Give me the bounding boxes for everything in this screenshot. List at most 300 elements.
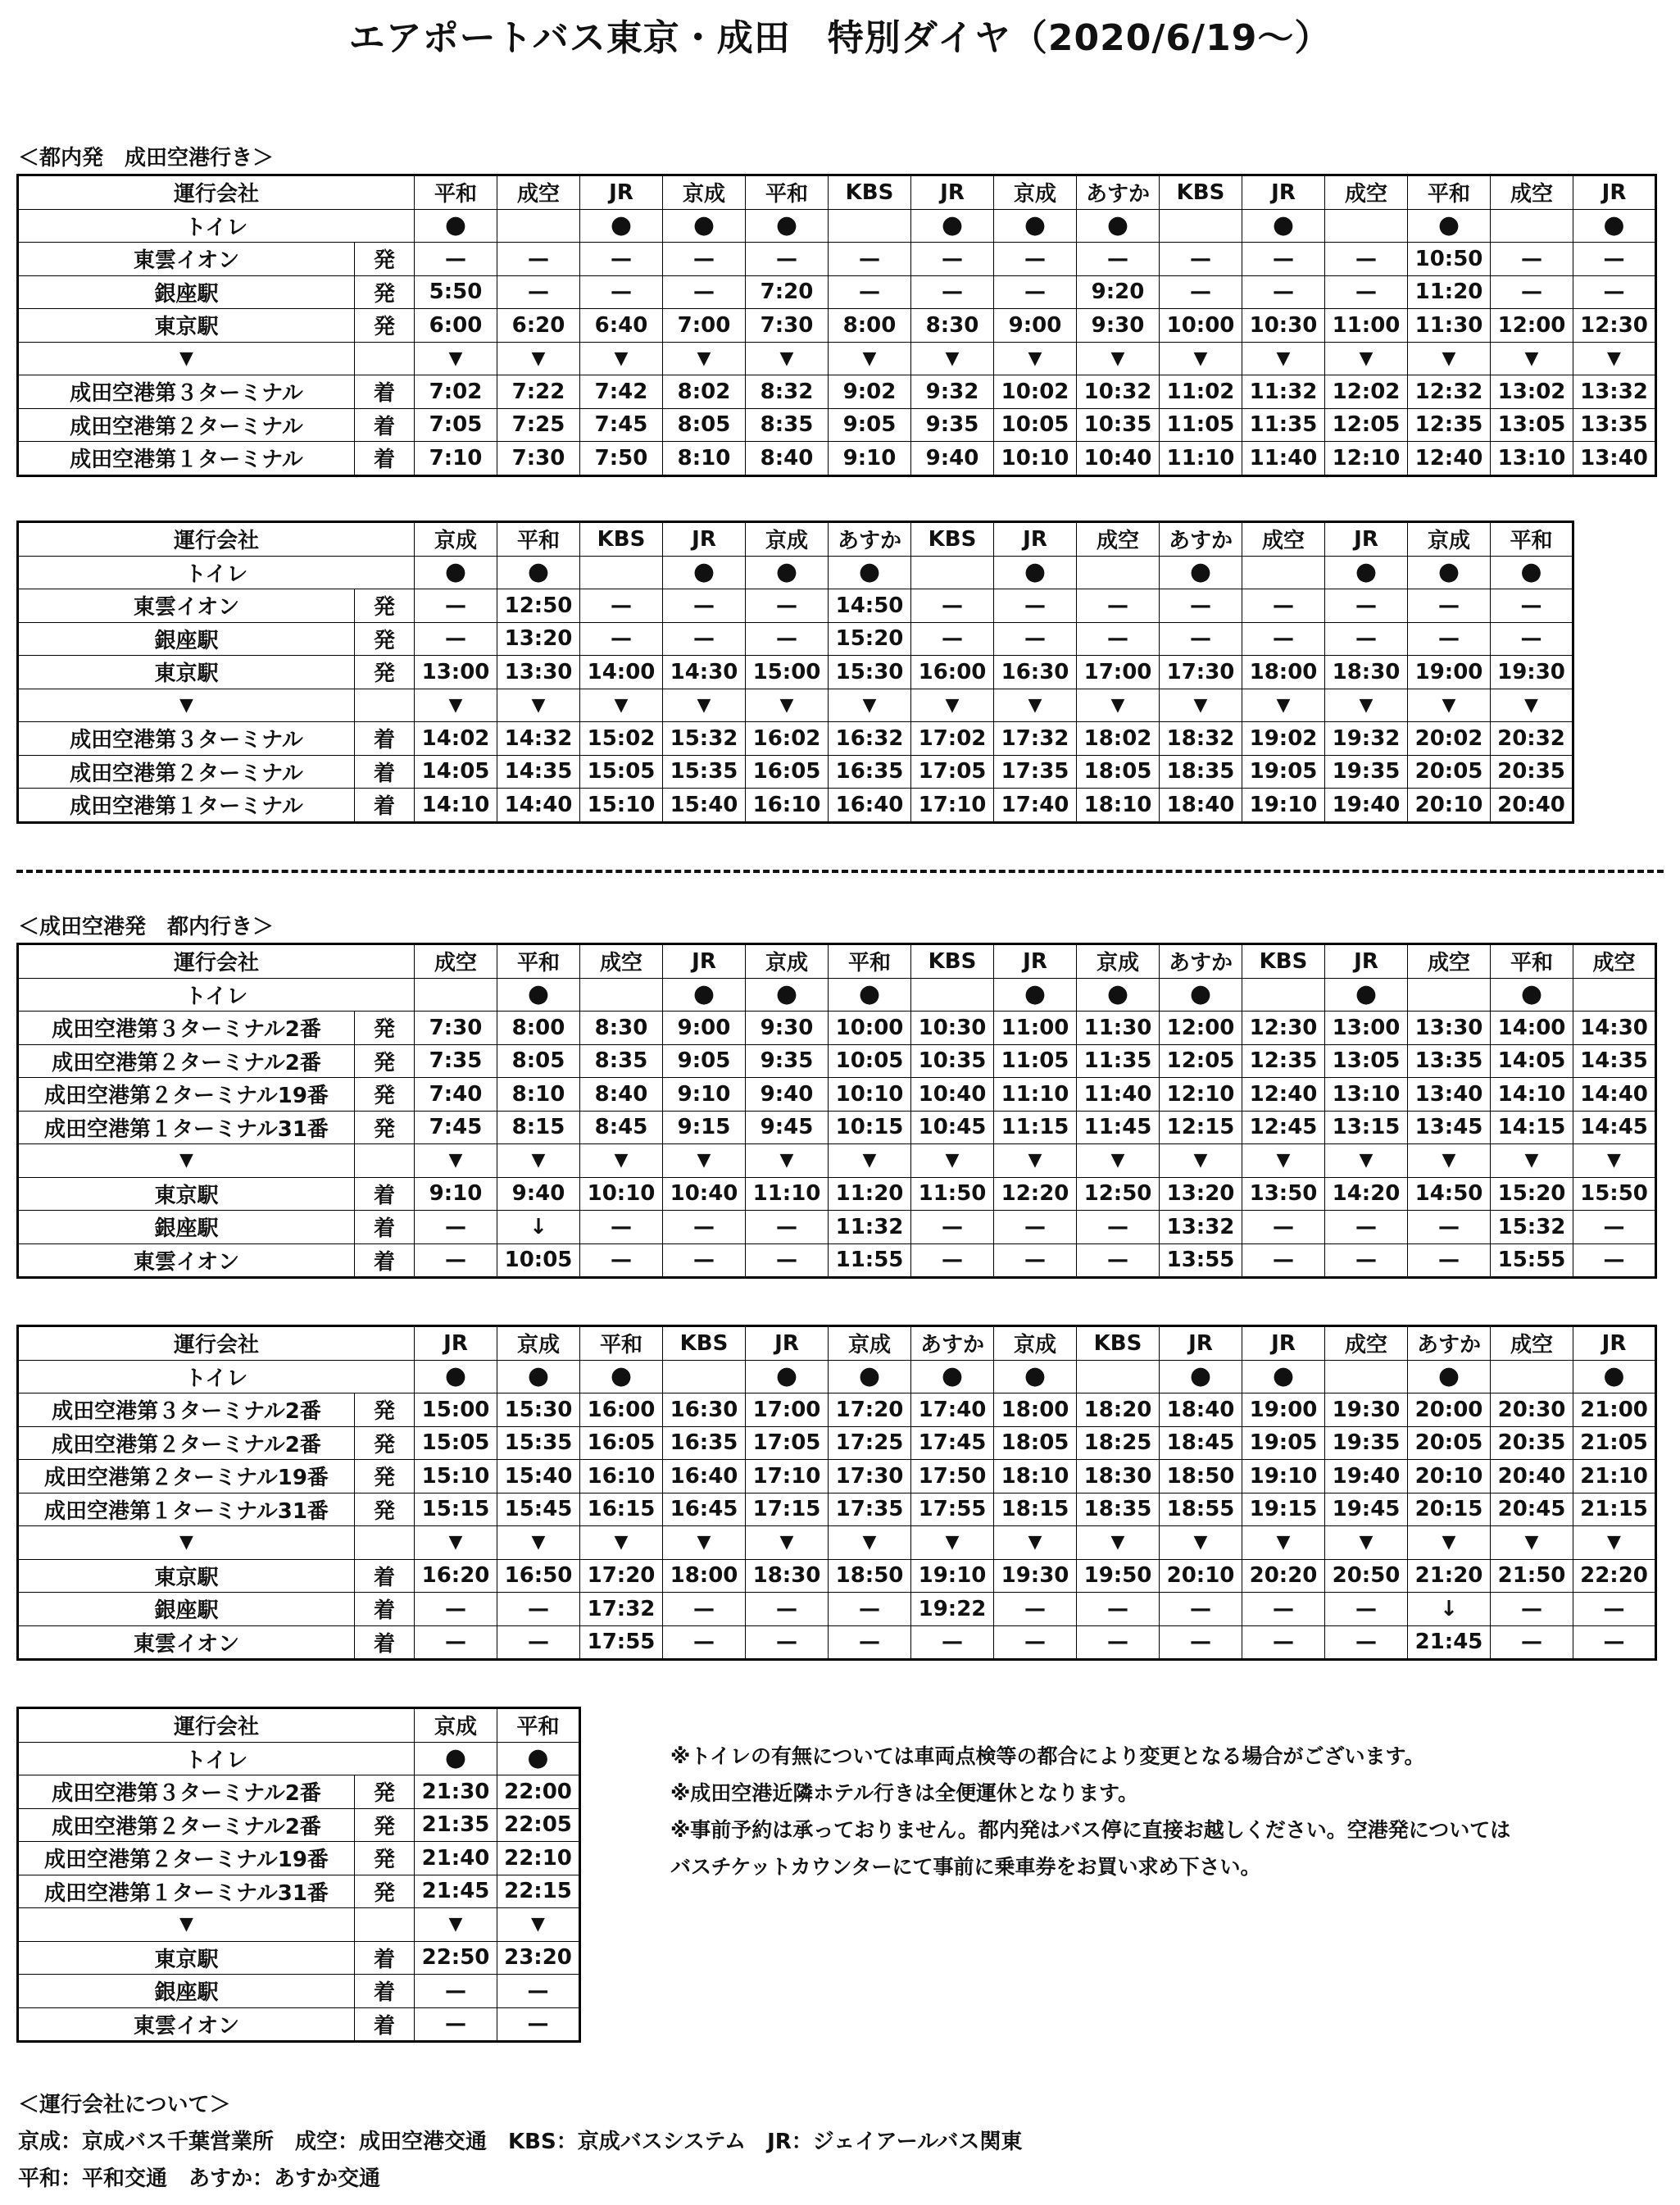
time-cell: 10:50 [1408, 243, 1491, 276]
time-cell: 12:35 [1242, 1044, 1325, 1078]
time-cell: 18:30 [1325, 656, 1408, 689]
time-cell: — [1325, 243, 1408, 276]
down-arrow-icon: ▼ [497, 342, 580, 375]
arrow-row [18, 1144, 1656, 1178]
time-cell: 14:00 [1491, 1012, 1573, 1045]
stop-mark: 発 [355, 1493, 415, 1526]
time-cell: 13:20 [497, 622, 580, 656]
operators-line: 平和：平和交通 あすか：あすか交通 [18, 2166, 381, 2191]
stop-name: 東雲イオン [18, 2007, 355, 2042]
down-arrow-icon: ▼ [580, 1144, 663, 1178]
time-cell: 10:02 [994, 375, 1077, 409]
down-arrow-icon: ▼ [663, 342, 746, 375]
down-arrow-icon: ▼ [1325, 689, 1408, 722]
operator-cell: KBS [1077, 1326, 1160, 1361]
time-cell: — [1491, 622, 1573, 656]
operator-cell: 平和 [1491, 522, 1573, 557]
timetable-inbound-3 [16, 1707, 581, 2043]
time-cell: 17:20 [829, 1393, 911, 1427]
time-cell: — [911, 1211, 994, 1244]
time-cell: 19:02 [1242, 722, 1325, 756]
time-cell: 14:10 [415, 789, 497, 823]
time-cell: 19:45 [1325, 1493, 1408, 1526]
time-cell: 21:00 [1573, 1393, 1656, 1427]
down-arrow-icon: ▼ [1491, 342, 1573, 375]
time-cell: — [663, 275, 746, 309]
stop-row [18, 1012, 1656, 1045]
operator-cell: あすか [1077, 175, 1160, 210]
stop-mark: 発 [355, 622, 415, 656]
time-cell: 14:50 [829, 589, 911, 623]
stop-row [18, 1044, 1656, 1078]
toilet-dot-icon: ● [1408, 209, 1491, 243]
time-cell: 21:45 [1408, 1625, 1491, 1660]
stop-row [18, 1078, 1656, 1112]
time-cell: 19:50 [1077, 1559, 1160, 1593]
stop-name: 成田空港第２ターミナル19番 [18, 1460, 355, 1493]
stop-row [18, 1593, 1656, 1626]
time-cell: 9:32 [911, 375, 994, 409]
operator-cell: KBS [829, 175, 911, 210]
time-cell: 15:05 [580, 755, 663, 789]
toilet-dot-icon: ● [415, 556, 497, 589]
time-cell: 10:30 [911, 1012, 994, 1045]
toilet-dot-icon: ● [663, 209, 746, 243]
stop-mark: 発 [355, 1875, 415, 1908]
time-cell: 11:05 [994, 1044, 1077, 1078]
operator-cell: KBS [911, 522, 994, 557]
stop-mark: 着 [355, 1975, 415, 2008]
time-cell: — [994, 243, 1077, 276]
down-arrow-icon: ▼ [18, 1526, 355, 1560]
operator-cell: JR [746, 1326, 829, 1361]
stop-row [18, 1625, 1656, 1660]
time-cell: — [415, 243, 497, 276]
stop-row [18, 656, 1573, 689]
time-cell: 20:32 [1491, 722, 1573, 756]
toilet-empty [1077, 556, 1160, 589]
time-cell: 18:20 [1077, 1393, 1160, 1427]
down-arrow-icon: ▼ [829, 689, 911, 722]
time-cell: — [911, 275, 994, 309]
operator-cell: JR [994, 944, 1077, 979]
time-cell: — [1242, 1625, 1325, 1660]
time-cell: 14:30 [663, 656, 746, 689]
operator-row [18, 175, 1656, 210]
operator-cell: KBS [911, 944, 994, 979]
time-cell: 16:30 [994, 656, 1077, 689]
operator-cell: 平和 [497, 944, 580, 979]
time-cell: — [1491, 1625, 1573, 1660]
time-cell: 17:25 [829, 1426, 911, 1460]
operator-cell: JR [663, 944, 746, 979]
stop-name: 成田空港第３ターミナル [18, 375, 355, 409]
time-cell: 15:45 [497, 1493, 580, 1526]
stop-mark: 着 [355, 1625, 415, 1660]
arrow-row [18, 342, 1656, 375]
time-cell: 9:10 [415, 1177, 497, 1211]
stop-name: 成田空港第３ターミナル2番 [18, 1775, 355, 1809]
time-cell: 11:30 [1408, 309, 1491, 343]
time-cell: 20:15 [1408, 1493, 1491, 1526]
time-cell: 18:02 [1077, 722, 1160, 756]
time-cell: 9:10 [663, 1078, 746, 1112]
timetable-outbound-2 [16, 521, 1574, 824]
time-cell: 8:30 [911, 309, 994, 343]
operator-cell: 京成 [497, 1326, 580, 1361]
time-cell: 12:40 [1408, 442, 1491, 476]
toilet-dot-icon: ● [746, 978, 829, 1012]
time-cell: 11:00 [994, 1012, 1077, 1045]
stop-mark: 発 [355, 1460, 415, 1493]
time-cell: 15:02 [580, 722, 663, 756]
operator-cell: 成空 [1408, 944, 1491, 979]
time-cell: 20:40 [1491, 1460, 1573, 1493]
stop-row [18, 1775, 580, 1809]
stop-name: 成田空港第２ターミナル [18, 408, 355, 442]
down-arrow-icon: ▼ [580, 689, 663, 722]
down-arrow-icon: ▼ [1408, 689, 1491, 722]
time-cell: — [415, 1593, 497, 1626]
time-cell: 8:02 [663, 375, 746, 409]
time-cell: — [663, 1211, 746, 1244]
toilet-empty [1325, 209, 1408, 243]
time-cell: — [994, 1243, 1077, 1278]
toilet-dot-icon: ● [994, 1360, 1077, 1393]
toilet-dot-icon: ● [994, 209, 1077, 243]
time-cell: 7:05 [415, 408, 497, 442]
down-arrow-icon: ▼ [18, 342, 355, 375]
operator-cell: 京成 [415, 522, 497, 557]
time-cell: 14:40 [1573, 1078, 1656, 1112]
timetable-inbound-2 [16, 1325, 1657, 1661]
operator-cell: JR [1325, 944, 1408, 979]
down-arrow-icon: ▼ [994, 1526, 1077, 1560]
down-arrow-icon: ▼ [497, 1144, 580, 1178]
toilet-dot-icon: ● [746, 556, 829, 589]
time-cell: 8:05 [497, 1044, 580, 1078]
time-cell: 9:20 [1077, 275, 1160, 309]
time-cell: 18:10 [1077, 789, 1160, 823]
stop-mark: 着 [355, 1559, 415, 1593]
operator-cell: 平和 [497, 1708, 580, 1743]
stop-row [18, 1808, 580, 1842]
time-cell: 21:05 [1573, 1426, 1656, 1460]
down-arrow-icon: ▼ [746, 1526, 829, 1560]
operator-row [18, 522, 1573, 557]
time-cell: 12:10 [1160, 1078, 1242, 1112]
time-cell: — [994, 1593, 1077, 1626]
toilet-dot-icon: ● [829, 1360, 911, 1393]
toilet-header: トイレ [18, 1360, 415, 1393]
stop-row [18, 722, 1573, 756]
time-cell: 7:50 [580, 442, 663, 476]
down-arrow-icon: ▼ [1077, 1526, 1160, 1560]
toilet-dot-icon: ● [1325, 556, 1408, 589]
toilet-dot-icon: ● [1491, 556, 1573, 589]
time-cell: — [1077, 243, 1160, 276]
time-cell: — [1325, 1593, 1408, 1626]
arrow-blank [355, 342, 415, 375]
stop-name: 成田空港第１ターミナル [18, 442, 355, 476]
toilet-dot-icon: ● [1160, 556, 1242, 589]
section-divider [16, 870, 1664, 873]
stop-name: 成田空港第１ターミナル31番 [18, 1111, 355, 1144]
time-cell: 12:40 [1242, 1078, 1325, 1112]
time-cell: 13:15 [1325, 1111, 1408, 1144]
time-cell: — [1160, 622, 1242, 656]
down-arrow-icon: ▼ [829, 342, 911, 375]
toilet-empty [580, 978, 663, 1012]
time-cell: 7:42 [580, 375, 663, 409]
operator-row [18, 1326, 1656, 1361]
time-cell: 17:55 [580, 1625, 663, 1660]
time-cell: 17:05 [746, 1426, 829, 1460]
time-cell: 19:22 [911, 1593, 994, 1626]
time-cell: 7:00 [663, 309, 746, 343]
stop-row [18, 1460, 1656, 1493]
down-arrow-icon: ▼ [994, 1144, 1077, 1178]
arrow-row [18, 1908, 580, 1942]
stop-row [18, 1243, 1656, 1278]
time-cell: 7:22 [497, 375, 580, 409]
toilet-dot-icon: ● [663, 556, 746, 589]
time-cell: — [1242, 589, 1325, 623]
operators-heading: ＜運行会社について＞ [18, 2093, 231, 2117]
time-cell: 10:32 [1077, 375, 1160, 409]
time-cell: 13:30 [1408, 1012, 1491, 1045]
time-cell: 15:32 [663, 722, 746, 756]
time-cell: 15:50 [1573, 1177, 1656, 1211]
time-cell: — [1491, 275, 1573, 309]
stop-mark: 発 [355, 1775, 415, 1809]
time-cell: 14:05 [1491, 1044, 1573, 1078]
time-cell: 13:55 [1160, 1243, 1242, 1278]
time-cell: 7:40 [415, 1078, 497, 1112]
stop-row [18, 1842, 580, 1875]
time-cell: 10:40 [911, 1078, 994, 1112]
time-cell: 9:15 [663, 1111, 746, 1144]
time-cell: 15:20 [829, 622, 911, 656]
time-cell: 13:05 [1491, 408, 1573, 442]
operator-header: 運行会社 [18, 944, 415, 979]
toilet-dot-icon: ● [663, 978, 746, 1012]
toilet-dot-icon: ● [829, 978, 911, 1012]
time-cell: — [415, 1625, 497, 1660]
time-cell: 7:30 [497, 442, 580, 476]
time-cell: 17:32 [580, 1593, 663, 1626]
down-arrow-icon: ▼ [663, 1526, 746, 1560]
stop-name: 銀座駅 [18, 1211, 355, 1244]
operator-cell: JR [415, 1326, 497, 1361]
time-cell: 19:05 [1242, 1426, 1325, 1460]
time-cell: 18:32 [1160, 722, 1242, 756]
time-cell: — [746, 589, 829, 623]
time-cell: 10:05 [497, 1243, 580, 1278]
stop-row [18, 1111, 1656, 1144]
toilet-dot-icon: ● [911, 1360, 994, 1393]
toilet-dot-icon: ● [746, 1360, 829, 1393]
stop-name: 成田空港第１ターミナル31番 [18, 1493, 355, 1526]
toilet-empty [1242, 978, 1325, 1012]
stop-row [18, 1393, 1656, 1427]
stop-name: 東雲イオン [18, 1243, 355, 1278]
toilet-header: トイレ [18, 978, 415, 1012]
time-cell: 7:25 [497, 408, 580, 442]
down-arrow-icon: ▼ [1408, 1526, 1491, 1560]
time-cell: 8:30 [580, 1012, 663, 1045]
time-cell: 17:55 [911, 1493, 994, 1526]
time-cell: 18:55 [1160, 1493, 1242, 1526]
stop-mark: 着 [355, 1177, 415, 1211]
time-cell: 16:10 [746, 789, 829, 823]
operator-cell: 成空 [497, 175, 580, 210]
down-arrow-icon: ▼ [497, 1526, 580, 1560]
toilet-row [18, 1360, 1656, 1393]
operator-cell: 京成 [746, 522, 829, 557]
time-cell: 9:45 [746, 1111, 829, 1144]
operator-cell: あすか [1408, 1326, 1491, 1361]
time-cell: 15:32 [1491, 1211, 1573, 1244]
toilet-dot-icon: ● [1325, 978, 1408, 1012]
time-cell: 11:10 [1160, 442, 1242, 476]
time-cell: — [580, 1211, 663, 1244]
operator-cell: KBS [1242, 944, 1325, 979]
down-arrow-icon: ▼ [497, 1908, 580, 1942]
time-cell: 13:35 [1408, 1044, 1491, 1078]
time-cell: 12:00 [1160, 1012, 1242, 1045]
time-cell: 15:00 [415, 1393, 497, 1427]
operator-cell: JR [663, 522, 746, 557]
time-cell: 12:05 [1160, 1044, 1242, 1078]
time-cell: — [497, 243, 580, 276]
stop-row [18, 755, 1573, 789]
operator-cell: 平和 [746, 175, 829, 210]
operator-cell: 成空 [1491, 175, 1573, 210]
time-cell: 9:30 [1077, 309, 1160, 343]
time-cell: 20:02 [1408, 722, 1491, 756]
time-cell: — [663, 1593, 746, 1626]
time-cell: 18:00 [663, 1559, 746, 1593]
time-cell: 16:00 [911, 656, 994, 689]
time-cell: 10:00 [1160, 309, 1242, 343]
time-cell: — [1077, 1625, 1160, 1660]
toilet-empty [1160, 209, 1242, 243]
toilet-empty [1325, 1360, 1408, 1393]
toilet-dot-icon: ● [1408, 1360, 1491, 1393]
note-line: ※成田空港近隣ホテル行きは全便運休となります。 [670, 1781, 1139, 1805]
time-cell: — [829, 243, 911, 276]
toilet-dot-icon: ● [1160, 1360, 1242, 1393]
operator-cell: 平和 [497, 522, 580, 557]
time-cell: 8:10 [497, 1078, 580, 1112]
down-arrow-icon: ▼ [1325, 1526, 1408, 1560]
down-arrow-icon: ▼ [1077, 342, 1160, 375]
time-cell: — [829, 275, 911, 309]
time-cell: 12:15 [1160, 1111, 1242, 1144]
stop-name: 成田空港第２ターミナル [18, 755, 355, 789]
time-cell: — [829, 1593, 911, 1626]
time-cell: 19:10 [1242, 789, 1325, 823]
operator-cell: JR [994, 522, 1077, 557]
time-cell: 11:05 [1160, 408, 1242, 442]
time-cell: 12:02 [1325, 375, 1408, 409]
stop-mark: 着 [355, 1211, 415, 1244]
time-cell: — [1077, 589, 1160, 623]
time-cell: 7:02 [415, 375, 497, 409]
time-cell: 10:05 [829, 1044, 911, 1078]
time-cell: 6:20 [497, 309, 580, 343]
note-line: ※事前予約は承っておりません。都内発はバス停に直接お越しください。空港発については [670, 1818, 1511, 1842]
toilet-dot-icon: ● [1077, 209, 1160, 243]
down-arrow-icon: ▼ [18, 1908, 355, 1942]
time-cell: 11:50 [911, 1177, 994, 1211]
time-cell: 18:30 [746, 1559, 829, 1593]
time-cell: 18:05 [994, 1426, 1077, 1460]
down-arrow-icon: ▼ [415, 689, 497, 722]
operator-cell: 成空 [1573, 944, 1656, 979]
time-cell: — [994, 622, 1077, 656]
time-cell: 18:35 [1077, 1493, 1160, 1526]
time-cell: 19:00 [1408, 656, 1491, 689]
time-cell: 16:20 [415, 1559, 497, 1593]
time-cell: — [497, 1975, 580, 2008]
operator-cell: あすか [829, 522, 911, 557]
toilet-empty [497, 209, 580, 243]
stop-row [18, 408, 1656, 442]
down-arrow-icon: ▼ [415, 342, 497, 375]
operator-row [18, 944, 1656, 979]
time-cell: 15:00 [746, 656, 829, 689]
time-cell: — [580, 622, 663, 656]
time-cell: 18:15 [994, 1493, 1077, 1526]
time-cell: 17:00 [1077, 656, 1160, 689]
time-cell: 8:32 [746, 375, 829, 409]
time-cell: — [1077, 1243, 1160, 1278]
operator-cell: JR [1325, 522, 1408, 557]
operator-cell: 京成 [1077, 944, 1160, 979]
stop-name: 成田空港第２ターミナル19番 [18, 1078, 355, 1112]
time-cell: 20:10 [1408, 789, 1491, 823]
time-cell: 15:40 [663, 789, 746, 823]
time-cell: 9:30 [746, 1012, 829, 1045]
operator-cell: 成空 [580, 944, 663, 979]
operator-cell: 成空 [1325, 175, 1408, 210]
time-cell: 19:40 [1325, 789, 1408, 823]
stop-name: 成田空港第２ターミナル2番 [18, 1044, 355, 1078]
time-cell: 12:10 [1325, 442, 1408, 476]
time-cell: 7:10 [415, 442, 497, 476]
time-cell: 13:30 [497, 656, 580, 689]
toilet-dot-icon: ● [994, 978, 1077, 1012]
time-cell: — [1160, 1593, 1242, 1626]
operator-cell: あすか [1160, 522, 1242, 557]
time-cell: — [663, 1625, 746, 1660]
time-cell: — [1573, 1625, 1656, 1660]
time-cell: — [415, 589, 497, 623]
time-cell: 8:00 [497, 1012, 580, 1045]
time-cell: — [1491, 1593, 1573, 1626]
time-cell: 17:30 [829, 1460, 911, 1493]
operator-cell: 京成 [994, 175, 1077, 210]
time-cell: 12:00 [1491, 309, 1573, 343]
down-arrow-icon: ▼ [1573, 1144, 1656, 1178]
down-arrow-icon: ▼ [497, 689, 580, 722]
down-arrow-icon: ▼ [746, 342, 829, 375]
timetable-inbound-1 [16, 943, 1657, 1279]
operator-cell: 京成 [663, 175, 746, 210]
stop-row [18, 1493, 1656, 1526]
